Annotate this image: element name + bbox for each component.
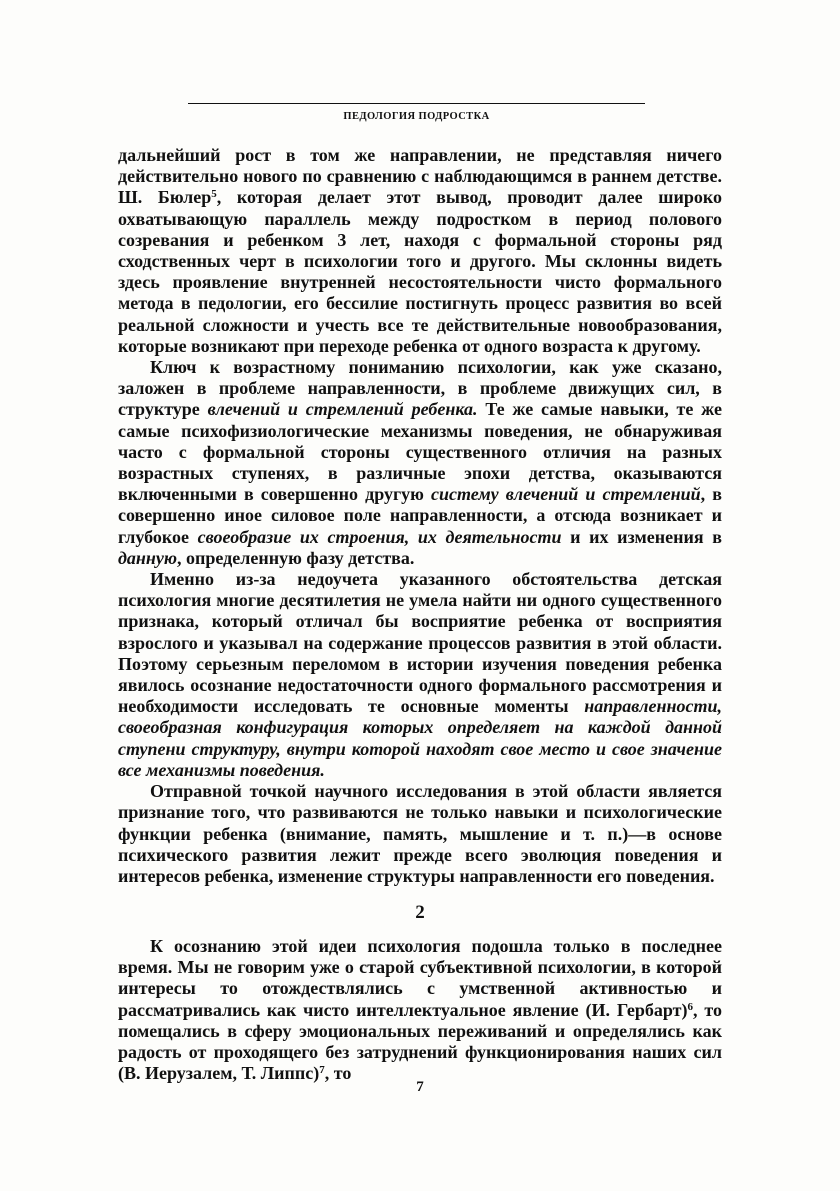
footnote-ref: 6 bbox=[687, 1000, 694, 1013]
text-run: Те же самые навыки, те же самые психофизиологические механизмы поведения, не обнаруживая часто с формальной стороны существенного отличия на разных возрастных ступенях, в различные эпохи детства, оказываются включенными в совершенно другую bbox=[118, 399, 722, 505]
body-text bbox=[118, 145, 722, 887]
text-run: Ключ к возрастному пониманию психологии, как уже сказано, заложен в проблеме направленности, в проблеме движущих сил, в структуре bbox=[118, 357, 722, 420]
paragraph-1 bbox=[118, 145, 722, 357]
italic-phrase: направленности, своеобразная конфигурация которых определяет на каждой данной ступени структуру, внутри которой находят свое место и свое значение все механизмы поведения. bbox=[118, 696, 722, 780]
italic-phrase: систему влечений и стремлений bbox=[431, 484, 701, 505]
text-run: , то bbox=[324, 1063, 352, 1084]
italic-phrase: влечений и стремлений ребенка. bbox=[207, 399, 478, 420]
text-run: Отправной точкой научного исследования в этой области является признание того, что развиваются не только навыки и психологические функции ребенка (внимание, память, мышление и т. п.)—в основе психического развития лежит прежде всего эволюция поведения и интересов ребенка, изменение структуры направленности его поведения. bbox=[118, 781, 722, 886]
text-run: , в совершенно иное силовое поле направленности, а отсюда возникает и глубокое bbox=[118, 484, 722, 547]
text-run: дальнейший рост в том же направлении, не представляя ничего действительно нового по сравнению с наблюдающимся в раннем детстве. Ш. Бюлер bbox=[118, 145, 722, 208]
header-rule bbox=[188, 103, 645, 104]
italic-phrase: своеобразие их строения, их деятельности bbox=[197, 526, 562, 547]
text-run: и их изменения в bbox=[561, 526, 722, 547]
footnote-ref: 7 bbox=[319, 1064, 325, 1077]
paragraph-2 bbox=[118, 357, 722, 569]
text-run: , которая делает этот вывод, проводит далее широко охватывающую параллель между подростком в период полового созревания и ребенком 3 лет, находя с формальной стороны ряд сходственных черт в психологии того и другого. Мы склонны видеть здесь проявление внутренней несостоятельности чисто формального метода в педологии, его бессилие постигнуть процесс развития во всей реальной сложности и учесть все те действительные новообразования, которые возникают при переходе ребенка от одного возраста к другому. bbox=[118, 187, 723, 356]
text-run: , то помещались в сферу эмоциональных переживаний и определялись как радость от проходящего без затруднений функционирования наших сил (В. Иерузалем, Т. Липпс) bbox=[118, 999, 722, 1084]
page-number: 7 bbox=[416, 1079, 424, 1095]
section-body-text bbox=[118, 936, 722, 1084]
text-run: , определенную фазу детства. bbox=[177, 547, 415, 568]
italic-phrase: данную bbox=[118, 547, 178, 568]
text-run: Именно из-за недоучета указанного обстоятельства детская психология многие десятилетия не умела найти ни одного существенного признака, который отличал бы восприятие ребенка от восприятия взрослого и указывал на содержание процессов развития в этой области. Поэтому серьезным переломом в истории изучения поведения ребенка явилось осознание недостаточности одного формального рассмотрения и необходимости исследовать те основные моменты bbox=[118, 569, 722, 717]
paragraph-3 bbox=[118, 569, 722, 781]
section-paragraph-1 bbox=[118, 936, 722, 1084]
text-run: К осознанию этой идеи психология подошла только в последнее время. Мы не говорим уже о старой субъективной психологии, в которой интересы то отождествлялись с умственной активностью и рассматривались как чисто интеллектуальное явление (И. Гербарт) bbox=[118, 936, 722, 1020]
paragraph-4 bbox=[118, 781, 722, 887]
running-head: ПЕДОЛОГИЯ ПОДРОСТКА bbox=[343, 111, 490, 122]
footnote-ref: 5 bbox=[211, 188, 217, 201]
section-number: 2 bbox=[415, 902, 425, 923]
